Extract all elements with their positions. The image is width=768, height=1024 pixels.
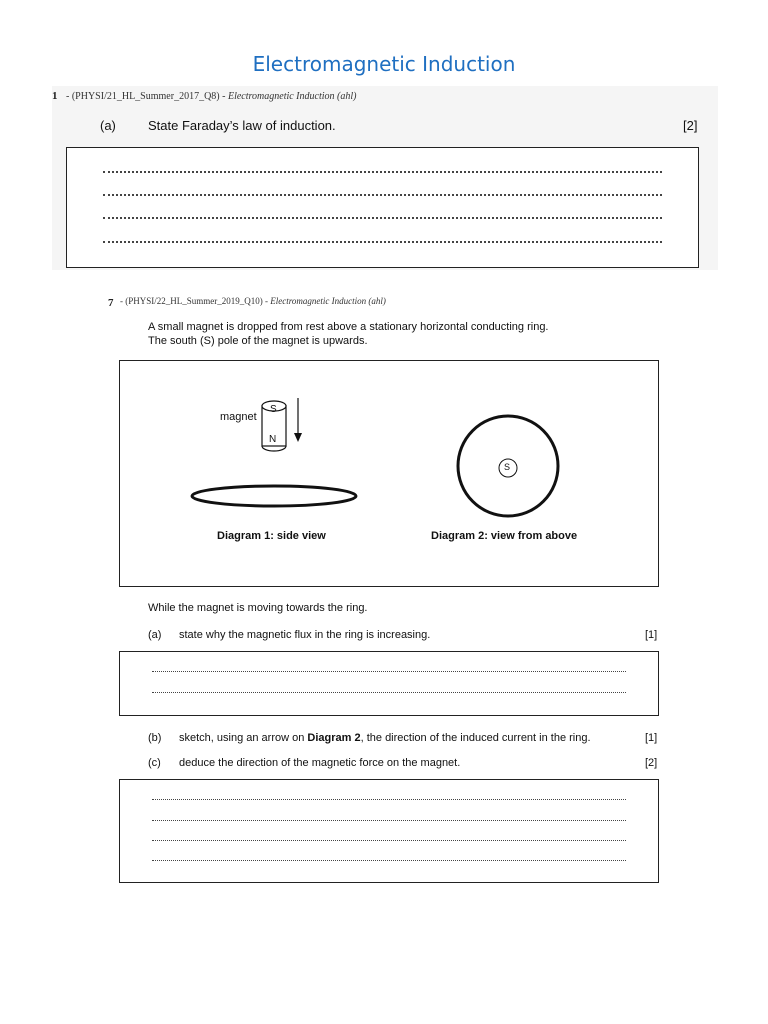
answer-box[interactable] [119, 779, 659, 883]
topic-label: Electromagnetic Induction (ahl) [270, 296, 386, 306]
question-source-line [66, 91, 356, 102]
magnet-label: magnet [220, 411, 257, 423]
part-question-text: state why the magnetic flux in the ring is increasing. [179, 629, 431, 641]
intro-text: The south (S) pole of the magnet is upwards. [148, 335, 368, 347]
marks-label: [1] [645, 629, 658, 641]
part-text-emphasis: Diagram 2 [307, 732, 361, 744]
intro-text: A small magnet is dropped from rest above a stationary horizontal conducting ring. [148, 321, 549, 333]
separator-dash: - [222, 91, 226, 102]
question-source-line [120, 296, 386, 306]
answer-line [103, 241, 662, 243]
diagram-caption: Diagram 1: side view [217, 530, 326, 542]
question-number: 7 [108, 297, 114, 309]
pole-label-bottom: N [269, 434, 277, 445]
answer-line [152, 820, 626, 821]
magnet-ring-diagram [120, 361, 658, 586]
instruction-text: While the magnet is moving towards the ring. [148, 602, 368, 614]
answer-line [152, 840, 626, 841]
part-text-segment: , the direction of the induced current in the ring. [360, 732, 591, 744]
part-question-text: deduce the direction of the magnetic force on the magnet. [179, 757, 461, 769]
part-label: (b) [148, 732, 162, 744]
answer-line [103, 217, 662, 219]
answer-line [152, 692, 626, 693]
answer-line [152, 860, 626, 861]
part-label: (c) [148, 757, 161, 769]
answer-box[interactable] [119, 651, 659, 716]
diagram-box [119, 360, 659, 587]
page-title: Electromagnetic Induction [252, 52, 516, 76]
answer-line [103, 194, 662, 196]
part-label: (a) [148, 629, 162, 641]
question-number: 1 [52, 90, 58, 102]
part-label: (a) [100, 118, 116, 133]
pole-label-top: S [270, 404, 277, 415]
answer-line [152, 671, 626, 672]
separator-dash: - [66, 91, 70, 102]
answer-box[interactable] [66, 147, 699, 268]
source-code: (PHYSI/22_HL_Summer_2019_Q10) [125, 296, 263, 306]
part-question-text [179, 732, 591, 744]
source-code: (PHYSI/21_HL_Summer_2017_Q8) [71, 91, 220, 102]
arrow-down-icon [294, 398, 302, 442]
answer-line [152, 799, 626, 800]
marks-label: [2] [645, 757, 658, 769]
separator-dash: - [265, 296, 268, 306]
part-text-segment: sketch, using an arrow on [179, 732, 308, 744]
answer-line [103, 171, 662, 173]
separator-dash: - [120, 296, 123, 306]
marks-label: [1] [645, 732, 658, 744]
diagram-caption: Diagram 2: view from above [431, 530, 578, 542]
pole-label-above: S [504, 462, 511, 472]
ring-side-view [192, 486, 356, 506]
marks-label: [2] [683, 118, 698, 133]
part-question-text: State Faraday’s law of induction. [148, 118, 336, 133]
topic-label: Electromagnetic Induction (ahl) [227, 91, 357, 102]
